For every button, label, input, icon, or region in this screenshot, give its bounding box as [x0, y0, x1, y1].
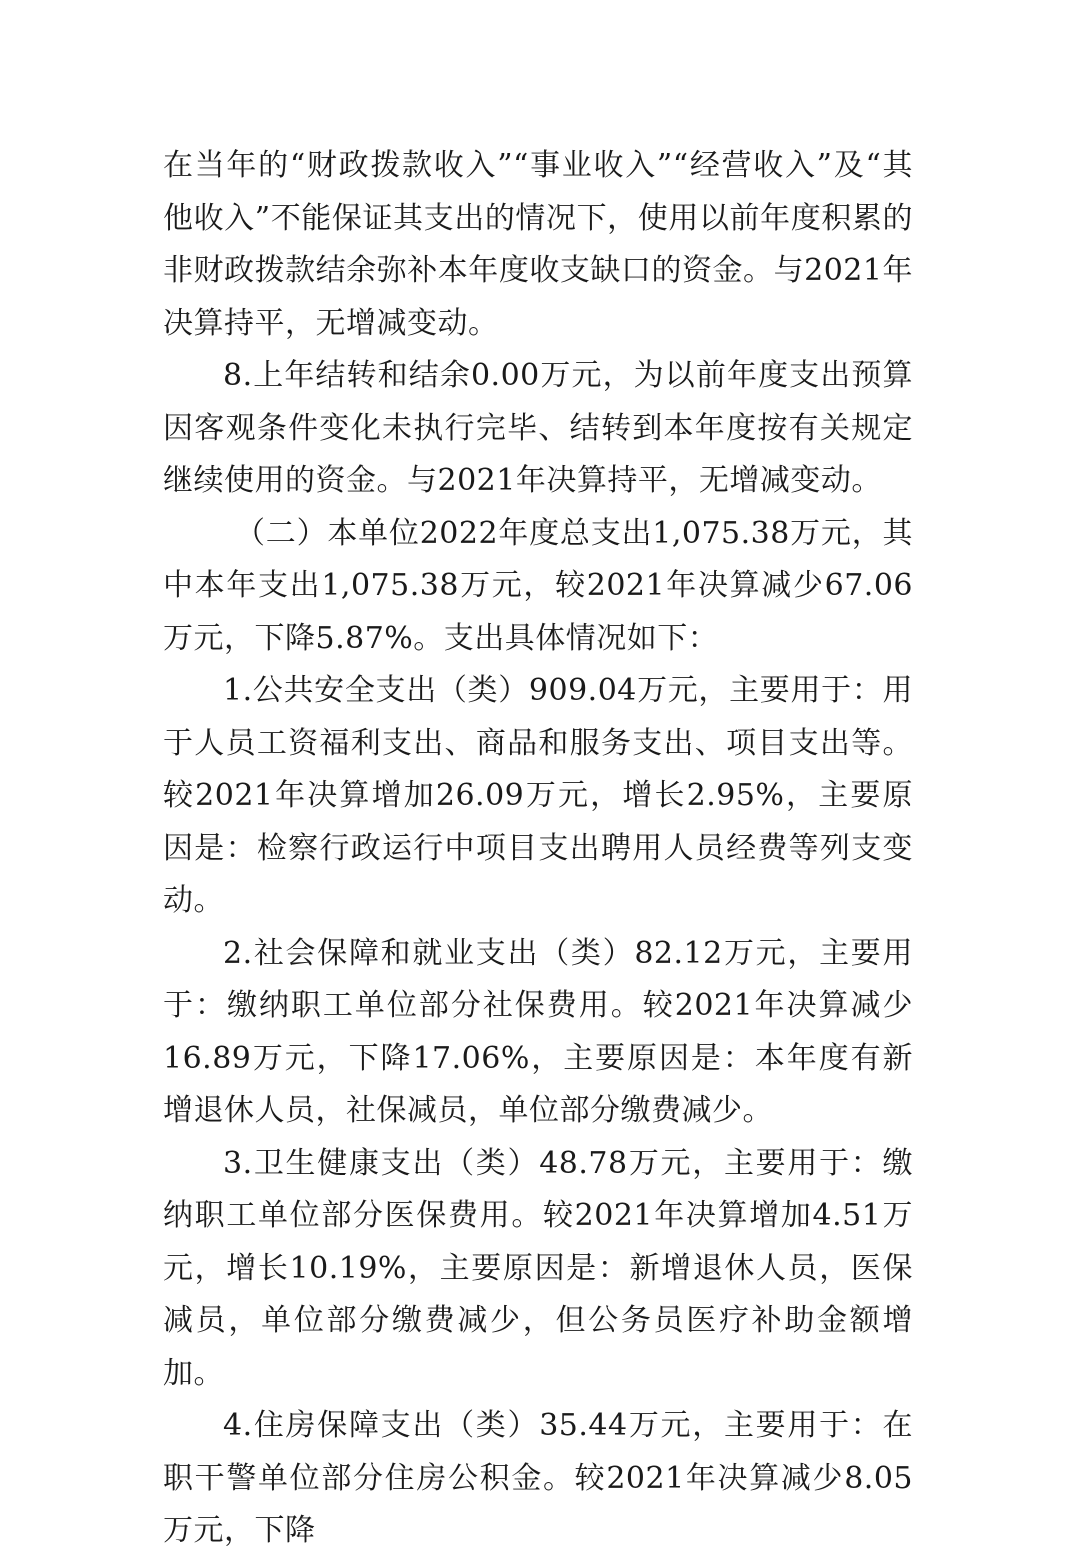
paragraph-total-expenditure: （二）本单位2022年度总支出1,075.38万元，其中本年支出1,075.38万元，较2021年决算减少67.06万元，下降5.87%。支出具体情况如下：: [163, 515, 913, 656]
paragraph-housing-expenditure: 4.住房保障支出（类）35.44万元，主要用于：在职干警单位部分住房公积金。较2021年决算减少8.05万元，下降: [163, 1408, 913, 1548]
paragraph-continuation-other-income: 在当年的“财政拨款收入”“事业收入”“经营收入”及“其他收入”不能保证其支出的情况下，使用以前年度积累的非财政拨款结余弥补本年度收支缺口的资金。与2021年决算持平，无增减变动。: [163, 148, 913, 341]
document-body: [163, 140, 913, 1558]
paragraph-health-expenditure: 3.卫生健康支出（类）48.78万元，主要用于：缴纳职工单位部分医保费用。较2021年决算增加4.51万元，增长10.19%，主要原因是：新增退休人员，医保减员，单位部分缴费减少，但公务员医疗补助金额增加。: [163, 1145, 913, 1391]
paragraph-social-security-expenditure: 2.社会保障和就业支出（类）82.12万元，主要用于：缴纳职工单位部分社保费用。较2021年决算减少16.89万元，下降17.06%，主要原因是：本年度有新增退休人员，社保减员，单位部分缴费减少。: [163, 935, 913, 1128]
paragraph-public-security-expenditure: 1.公共安全支出（类）909.04万元，主要用于：用于人员工资福利支出、商品和服务支出、项目支出等。较2021年决算增加26.09万元，增长2.95%，主要原因是：检察行政运行中项目支出聘用人员经费等列支变动。: [163, 673, 913, 918]
paragraph-prior-year-carryover: 8.上年结转和结余0.00万元，为以前年度支出预算因客观条件变化未执行完毕、结转到本年度按有关规定继续使用的资金。与2021年决算持平，无增减变动。: [163, 358, 913, 498]
